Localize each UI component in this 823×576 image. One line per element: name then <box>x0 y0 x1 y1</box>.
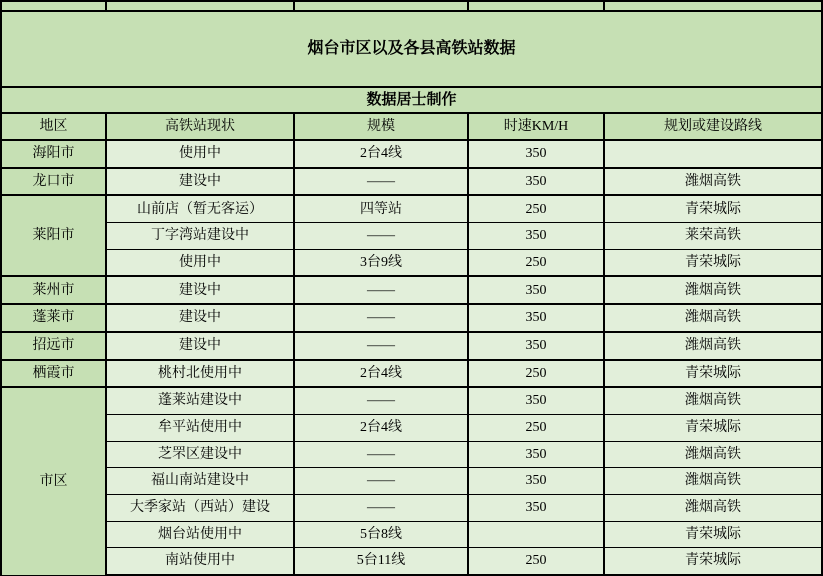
station-cell: 丁字湾站建设中 <box>106 223 294 250</box>
station-cell: 芝罘区建设中 <box>106 441 294 468</box>
scale-cell: 5台8线 <box>294 521 468 548</box>
region-cell: 市区 <box>1 387 106 575</box>
line-cell: 潍烟高铁 <box>604 468 822 495</box>
col-header-station-status: 高铁站现状 <box>106 113 294 140</box>
speed-cell: 250 <box>468 249 604 276</box>
speed-cell: 250 <box>468 548 604 575</box>
station-cell: 桃村北使用中 <box>106 360 294 388</box>
region-cell: 栖霞市 <box>1 360 106 388</box>
speed-cell: 350 <box>468 140 604 168</box>
speed-cell: 350 <box>468 168 604 196</box>
scale-cell: —— <box>294 168 468 196</box>
station-cell: 山前店（暂无客运） <box>106 195 294 222</box>
speed-cell: 350 <box>468 332 604 360</box>
line-cell: 青荣城际 <box>604 195 822 222</box>
col-header-speed: 时速KM/H <box>468 113 604 140</box>
speed-cell: 350 <box>468 441 604 468</box>
line-cell: 青荣城际 <box>604 521 822 548</box>
table-title: 烟台市区以及各县高铁站数据 <box>1 11 822 87</box>
station-cell: 牟平站使用中 <box>106 414 294 441</box>
line-cell: 青荣城际 <box>604 414 822 441</box>
line-cell: 青荣城际 <box>604 548 822 575</box>
line-cell: 潍烟高铁 <box>604 332 822 360</box>
column-header-row <box>1 113 822 140</box>
scale-cell: —— <box>294 441 468 468</box>
table-row <box>1 521 822 548</box>
table-row <box>1 414 822 441</box>
line-cell: 潍烟高铁 <box>604 304 822 332</box>
cutoff-row <box>1 1 822 11</box>
scale-cell: 3台9线 <box>294 249 468 276</box>
station-cell: 建设中 <box>106 304 294 332</box>
scale-cell: —— <box>294 332 468 360</box>
col-header-region: 地区 <box>1 113 106 140</box>
region-cell: 莱州市 <box>1 276 106 304</box>
cutoff-cell <box>468 1 604 11</box>
region-cell: 海阳市 <box>1 140 106 168</box>
scale-cell: 四等站 <box>294 195 468 222</box>
line-cell: 潍烟高铁 <box>604 387 822 414</box>
station-cell: 建设中 <box>106 332 294 360</box>
speed-cell: 350 <box>468 223 604 250</box>
col-header-scale: 规模 <box>294 113 468 140</box>
table-subtitle: 数据居士制作 <box>1 87 822 113</box>
scale-cell: —— <box>294 387 468 414</box>
speed-cell: 350 <box>468 468 604 495</box>
line-cell: 潍烟高铁 <box>604 276 822 304</box>
table-row <box>1 360 822 388</box>
line-cell: 青荣城际 <box>604 360 822 388</box>
table-row <box>1 168 822 196</box>
speed-cell: 250 <box>468 414 604 441</box>
line-cell: 潍烟高铁 <box>604 494 822 521</box>
scale-cell: —— <box>294 276 468 304</box>
station-cell: 建设中 <box>106 168 294 196</box>
station-cell: 使用中 <box>106 140 294 168</box>
line-cell: 莱荣高铁 <box>604 223 822 250</box>
table-row <box>1 548 822 575</box>
table-row <box>1 249 822 276</box>
cutoff-cell <box>1 1 106 11</box>
speed-cell: 350 <box>468 387 604 414</box>
scale-cell: 2台4线 <box>294 140 468 168</box>
table-row <box>1 332 822 360</box>
line-cell <box>604 140 822 168</box>
cutoff-cell <box>294 1 468 11</box>
station-cell: 烟台站使用中 <box>106 521 294 548</box>
region-cell: 龙口市 <box>1 168 106 196</box>
table-row <box>1 304 822 332</box>
speed-cell: 250 <box>468 195 604 222</box>
title-row <box>1 11 822 87</box>
line-cell: 潍烟高铁 <box>604 168 822 196</box>
table-row <box>1 140 822 168</box>
subtitle-row <box>1 87 822 113</box>
scale-cell: 2台4线 <box>294 360 468 388</box>
region-cell: 蓬莱市 <box>1 304 106 332</box>
speed-cell: 350 <box>468 304 604 332</box>
station-cell: 大季家站（西站）建设 <box>106 494 294 521</box>
line-cell: 潍烟高铁 <box>604 441 822 468</box>
speed-cell: 350 <box>468 494 604 521</box>
table-row <box>1 276 822 304</box>
station-cell: 南站使用中 <box>106 548 294 575</box>
table-row <box>1 223 822 250</box>
station-cell: 使用中 <box>106 249 294 276</box>
scale-cell: —— <box>294 304 468 332</box>
table-row <box>1 494 822 521</box>
region-cell: 招远市 <box>1 332 106 360</box>
speed-cell: 250 <box>468 360 604 388</box>
station-cell: 福山南站建设中 <box>106 468 294 495</box>
station-cell: 蓬莱站建设中 <box>106 387 294 414</box>
scale-cell: —— <box>294 494 468 521</box>
table-row <box>1 387 822 414</box>
scale-cell: —— <box>294 223 468 250</box>
table-row <box>1 468 822 495</box>
region-cell: 莱阳市 <box>1 195 106 276</box>
cutoff-cell <box>604 1 822 11</box>
cutoff-cell <box>106 1 294 11</box>
scale-cell: —— <box>294 468 468 495</box>
line-cell: 青荣城际 <box>604 249 822 276</box>
speed-cell <box>468 521 604 548</box>
scale-cell: 2台4线 <box>294 414 468 441</box>
station-cell: 建设中 <box>106 276 294 304</box>
col-header-planned-line: 规划或建设路线 <box>604 113 822 140</box>
scale-cell: 5台11线 <box>294 548 468 575</box>
speed-cell: 350 <box>468 276 604 304</box>
table-row <box>1 195 822 222</box>
table-row <box>1 441 822 468</box>
